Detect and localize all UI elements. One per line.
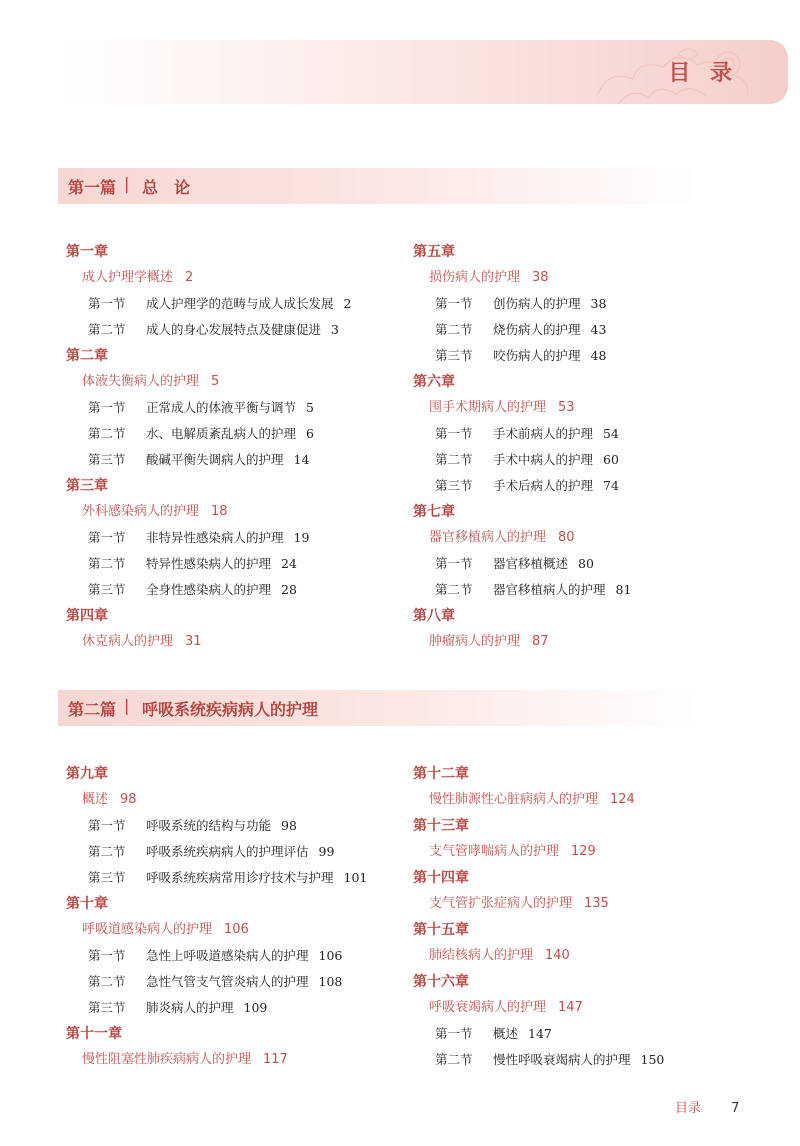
section-page-number: 38	[590, 296, 607, 311]
chapter-heading: 第十六章	[413, 974, 469, 990]
section-label: 第三节	[435, 348, 473, 363]
section-label: 第二节	[88, 426, 126, 441]
section-label: 第一节	[435, 1026, 473, 1041]
section-page-number: 106	[318, 948, 343, 963]
chapter-page-number: 98	[120, 792, 137, 807]
chapter-title-entry[interactable]	[413, 787, 743, 813]
chapter-title: 外科感染病人的护理	[82, 504, 200, 519]
section-title: 水、电解质紊乱病人的护理	[146, 426, 297, 441]
chapter-title-entry[interactable]	[413, 943, 743, 969]
section-label: 第二节	[435, 452, 473, 467]
section-label: 第一节	[88, 948, 126, 963]
section-label: 第一节	[88, 400, 126, 415]
section-page-number: 24	[281, 556, 297, 571]
section-label: 第三节	[88, 582, 126, 597]
section-page-number: 99	[318, 844, 335, 859]
chapter-heading: 第五章	[413, 244, 455, 260]
chapter-page-number: 147	[558, 1000, 583, 1015]
section-entry[interactable]	[66, 969, 396, 995]
section-entry[interactable]	[66, 421, 396, 447]
toc-title: 目 录	[668, 61, 738, 86]
chapter-title-entry[interactable]	[66, 499, 396, 525]
chapter-title: 围手术期病人的护理	[429, 400, 547, 415]
chapter-title: 体液失衡病人的护理	[82, 374, 200, 389]
chapter-heading: 第三章	[66, 478, 108, 494]
chapter-title: 肺结核病人的护理	[429, 948, 534, 963]
section-label: 第二节	[435, 322, 473, 337]
chapter-heading: 第六章	[413, 374, 455, 390]
chapter-title: 肿瘤病人的护理	[429, 634, 521, 649]
chapter-title: 器官移植病人的护理	[429, 530, 547, 545]
section-title: 急性上呼吸道感染病人的护理	[146, 948, 309, 963]
footer-label: 目录	[675, 1101, 702, 1116]
chapter-title: 概述	[82, 792, 109, 807]
section-entry[interactable]	[66, 839, 396, 865]
section-entry[interactable]	[66, 995, 396, 1021]
chapter-title: 支气管哮喘病人的护理	[429, 844, 560, 859]
section-title: 全身性感染病人的护理	[146, 582, 272, 597]
section-page-number: 14	[293, 452, 310, 467]
chapter-title-entry[interactable]	[413, 265, 743, 291]
section-page-number: 5	[306, 400, 314, 415]
part-header	[58, 168, 698, 204]
chapter-page-number: 140	[545, 948, 570, 963]
chapter-title: 休克病人的护理	[82, 634, 174, 649]
section-title: 器官移植病人的护理	[493, 582, 606, 597]
section-label: 第二节	[88, 322, 126, 337]
chapter-heading: 第十章	[66, 896, 108, 912]
section-page-number: 150	[640, 1052, 665, 1067]
section-label: 第二节	[435, 582, 473, 597]
section-page-number: 74	[603, 478, 619, 493]
chapter-page-number: 135	[584, 896, 609, 911]
chapter-title-entry[interactable]	[413, 395, 743, 421]
section-label: 第三节	[88, 452, 126, 467]
section-title: 呼吸系统疾病病人的护理评估	[146, 844, 309, 859]
section-title: 概述	[493, 1026, 519, 1041]
part-title: 呼吸系统疾病病人的护理	[142, 700, 319, 719]
chapter-title: 慢性肺源性心脏病病人的护理	[429, 792, 599, 807]
part-divider: |	[124, 174, 130, 193]
chapter-title-entry[interactable]	[413, 891, 743, 917]
section-entry[interactable]	[413, 343, 743, 369]
section-label: 第一节	[88, 818, 126, 833]
section-label: 第二节	[88, 974, 126, 989]
chapter-heading: 第十一章	[66, 1026, 122, 1042]
section-title: 器官移植概述	[493, 556, 569, 571]
section-page-number: 80	[578, 556, 594, 571]
section-page-number: 54	[603, 426, 619, 441]
chapter-title-entry[interactable]	[413, 839, 743, 865]
chapter-title: 损伤病人的护理	[429, 270, 521, 285]
part-number: 第二篇	[68, 700, 117, 719]
section-page-number: 19	[293, 530, 310, 545]
section-entry[interactable]	[66, 813, 396, 839]
chapter-page-number: 117	[263, 1052, 288, 1067]
chapter-title-entry[interactable]	[66, 917, 396, 943]
section-title: 特异性感染病人的护理	[146, 556, 272, 571]
section-label: 第二节	[88, 844, 126, 859]
chapter-heading: 第十二章	[413, 766, 469, 782]
section-entry[interactable]	[66, 317, 396, 343]
section-title: 肺炎病人的护理	[146, 1000, 234, 1015]
chapter-page-number: 2	[185, 270, 194, 285]
section-entry[interactable]	[413, 577, 743, 603]
section-title: 咬伤病人的护理	[493, 348, 581, 363]
section-entry[interactable]	[413, 473, 743, 499]
section-page-number: 81	[615, 582, 632, 597]
toc-column-left	[66, 239, 396, 655]
section-entry[interactable]	[413, 317, 743, 343]
chapter-page-number: 80	[558, 530, 575, 545]
section-entry[interactable]	[413, 1047, 743, 1073]
toc-column-right	[413, 761, 743, 1073]
section-entry[interactable]	[66, 395, 396, 421]
section-title: 急性气管支气管炎病人的护理	[146, 974, 309, 989]
part-title: 总 论	[142, 178, 191, 197]
chapter-heading: 第十四章	[413, 870, 469, 886]
chapter-title-entry[interactable]	[66, 265, 396, 291]
section-title: 酸碱平衡失调病人的护理	[146, 452, 284, 467]
section-label: 第二节	[88, 556, 126, 571]
section-title: 手术后病人的护理	[493, 478, 594, 493]
chapter-title: 慢性阻塞性肺疾病病人的护理	[82, 1052, 252, 1067]
chapter-page-number: 53	[558, 400, 575, 415]
chapter-page-number: 38	[532, 270, 549, 285]
chapter-title-entry[interactable]	[413, 629, 743, 655]
section-page-number: 3	[331, 322, 339, 337]
chapter-title-entry[interactable]	[66, 1047, 396, 1073]
section-title: 创伤病人的护理	[493, 296, 581, 311]
chapter-page-number: 31	[185, 634, 202, 649]
chapter-heading: 第九章	[66, 766, 108, 782]
chapter-page-number: 18	[211, 504, 228, 519]
chapter-heading: 第二章	[66, 348, 108, 364]
section-entry[interactable]	[413, 551, 743, 577]
page-number: 7	[731, 1101, 740, 1116]
chapter-title: 呼吸道感染病人的护理	[82, 922, 213, 937]
section-entry[interactable]	[66, 525, 396, 551]
chapter-title-entry[interactable]	[66, 629, 396, 655]
chapter-title-entry[interactable]	[66, 787, 396, 813]
section-title: 成人护理学的范畴与成人成长发展	[146, 296, 334, 311]
section-page-number: 2	[343, 296, 352, 311]
section-entry[interactable]	[413, 291, 743, 317]
section-page-number: 48	[590, 348, 607, 363]
section-label: 第二节	[435, 1052, 473, 1067]
chapter-page-number: 129	[571, 844, 596, 859]
section-label: 第三节	[435, 478, 473, 493]
section-entry[interactable]	[66, 551, 396, 577]
part-divider: |	[124, 696, 130, 715]
section-label: 第一节	[435, 426, 473, 441]
section-entry[interactable]	[66, 943, 396, 969]
section-title: 慢性呼吸衰竭病人的护理	[493, 1052, 631, 1067]
section-entry[interactable]	[413, 447, 743, 473]
section-page-number: 60	[603, 452, 619, 467]
chapter-title: 呼吸衰竭病人的护理	[429, 1000, 547, 1015]
section-entry[interactable]	[66, 447, 396, 473]
section-label: 第一节	[88, 530, 126, 545]
section-label: 第一节	[435, 296, 473, 311]
section-entry[interactable]	[66, 865, 396, 891]
chapter-heading: 第十五章	[413, 922, 469, 938]
toc-column-right	[413, 239, 743, 655]
section-label: 第三节	[88, 1000, 126, 1015]
chapter-title-entry[interactable]	[66, 369, 396, 395]
section-entry[interactable]	[66, 577, 396, 603]
chapter-heading: 第一章	[66, 244, 108, 260]
chapter-title: 成人护理学概述	[82, 270, 174, 285]
section-title: 手术中病人的护理	[493, 452, 594, 467]
section-entry[interactable]	[413, 421, 743, 447]
section-page-number: 109	[243, 1000, 268, 1015]
section-title: 烧伤病人的护理	[493, 322, 581, 337]
section-page-number: 108	[318, 974, 343, 989]
section-title: 成人的身心发展特点及健康促进	[146, 322, 322, 337]
section-page-number: 43	[590, 322, 607, 337]
section-title: 呼吸系统疾病常用诊疗技术与护理	[146, 870, 334, 885]
chapter-heading: 第十三章	[413, 818, 469, 834]
chapter-heading: 第八章	[413, 608, 455, 624]
section-page-number: 147	[528, 1026, 552, 1041]
chapter-page-number: 106	[224, 922, 249, 937]
section-title: 正常成人的体液平衡与调节	[146, 400, 297, 415]
chapter-page-number: 87	[532, 634, 549, 649]
section-label: 第一节	[435, 556, 473, 571]
chapter-page-number: 5	[211, 374, 220, 389]
chapter-title-entry[interactable]	[413, 525, 743, 551]
section-title: 非特异性感染病人的护理	[146, 530, 284, 545]
section-title: 呼吸系统的结构与功能	[146, 818, 272, 833]
part-number: 第一篇	[68, 178, 117, 197]
chapter-heading: 第四章	[66, 608, 108, 624]
section-label: 第一节	[88, 296, 126, 311]
chapter-heading: 第七章	[413, 504, 455, 520]
chapter-page-number: 124	[610, 792, 635, 807]
section-entry[interactable]	[66, 291, 396, 317]
chapter-title-entry[interactable]	[413, 995, 743, 1021]
page-footer	[675, 1097, 739, 1116]
part-header	[58, 690, 698, 726]
section-label: 第三节	[88, 870, 126, 885]
toc-column-left	[66, 761, 396, 1073]
chapter-title: 支气管扩张症病人的护理	[429, 896, 573, 911]
section-title: 手术前病人的护理	[493, 426, 594, 441]
section-entry[interactable]	[413, 1021, 743, 1047]
section-page-number: 6	[306, 426, 314, 441]
section-page-number: 28	[281, 582, 297, 597]
toc-header-banner	[58, 40, 788, 104]
section-page-number: 98	[281, 818, 297, 833]
section-page-number: 101	[343, 870, 368, 885]
